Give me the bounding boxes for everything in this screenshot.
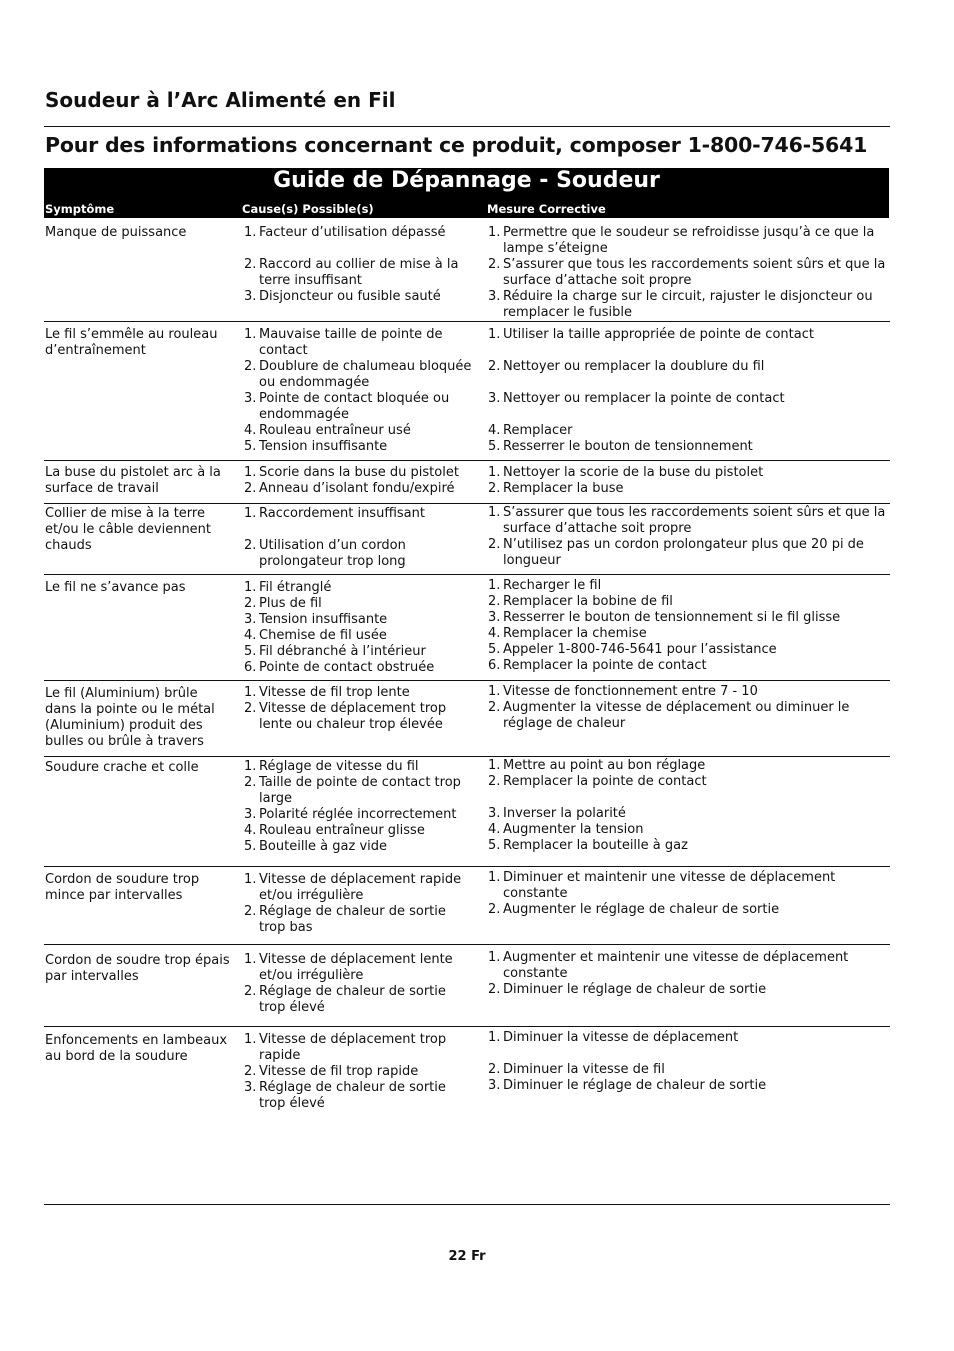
cause-item: 2. Utilisation d’un cordon prolongateur trop long: [244, 538, 406, 569]
fixes-list: [488, 327, 888, 455]
product-title: Soudeur à l’Arc Alimenté en Fil: [45, 88, 396, 112]
fix-item: 1. Recharger le fil: [488, 578, 602, 593]
fix-item: 3. Réduire la charge sur le circuit, rajuster le disjoncteur ou remplacer le fusible: [488, 289, 873, 320]
row-divider: [44, 503, 890, 504]
causes-list: [244, 759, 476, 855]
column-header-causes: Cause(s) Possible(s): [242, 202, 374, 216]
cause-item: 1. Vitesse de déplacement lente et/ou irrégulière: [244, 952, 453, 983]
fix-item: 2. Diminuer la vitesse de fil: [488, 1062, 665, 1077]
column-header-symptom: Symptôme: [45, 202, 115, 216]
fix-item: 3. Diminuer le réglage de chaleur de sortie: [488, 1078, 767, 1093]
fix-item: 4. Remplacer: [488, 423, 573, 438]
fix-item: 4. Remplacer la chemise: [488, 626, 647, 641]
causes-list: [244, 506, 476, 570]
fix-item: 1. Vitesse de fonctionnement entre 7 - 10: [488, 684, 758, 699]
fix-item: 5. Remplacer la bouteille à gaz: [488, 838, 688, 853]
info-line: Pour des informations concernant ce produit, composer 1-800-746-5641: [45, 133, 868, 157]
fix-item: 2. Augmenter la vitesse de déplacement ou diminuer le réglage de chaleur: [488, 700, 850, 731]
fix-item: 4. Augmenter la tension: [488, 822, 644, 837]
cause-item: 3. Pointe de contact bloquée ou endommagée: [244, 391, 450, 422]
fix-item: 6. Remplacer la pointe de contact: [488, 658, 707, 673]
row-divider: [44, 321, 890, 322]
fixes-list: [488, 870, 888, 918]
page-number: 22 Fr: [448, 1249, 486, 1264]
fix-item: 5. Resserrer le bouton de tensionnement: [488, 439, 753, 454]
fix-item: 3. Resserrer le bouton de tensionnement si le fil glisse: [488, 610, 841, 625]
fix-item: 1. Diminuer la vitesse de déplacement: [488, 1030, 739, 1045]
cause-item: 3. Polarité réglée incorrectement: [244, 807, 457, 822]
fix-item: 2. Remplacer la bobine de fil: [488, 594, 673, 609]
fixes-list: [488, 758, 888, 854]
fixes-list: [488, 578, 888, 674]
fixes-list: [488, 1030, 888, 1094]
symptom-cell: La buse du pistolet arc à la surface de travail: [45, 465, 221, 496]
fix-item: 2. N’utilisez pas un cordon prolongateur plus que 20 pi de longueur: [488, 537, 864, 568]
cause-item: 1. Facteur d’utilisation dépassé: [244, 225, 446, 240]
cause-item: 1. Scorie dans la buse du pistolet: [244, 465, 459, 480]
fix-item: 1. Diminuer et maintenir une vitesse de déplacement constante: [488, 870, 836, 901]
cause-item: 4. Chemise de fil usée: [244, 628, 387, 643]
fix-item: 5. Appeler 1-800-746-5641 pour l’assistance: [488, 642, 777, 657]
fix-item: 1. Nettoyer la scorie de la buse du pistolet: [488, 465, 764, 480]
cause-item: 2. Doublure de chalumeau bloquée ou endommagée: [244, 359, 472, 390]
cause-item: 3. Tension insuffisante: [244, 612, 388, 627]
symptom-cell: Enfoncements en lambeaux au bord de la soudure: [45, 1033, 228, 1064]
symptom-cell: Manque de puissance: [45, 225, 187, 240]
cause-item: 3. Réglage de chaleur de sortie trop élevé: [244, 1080, 446, 1111]
header-divider: [44, 126, 890, 127]
cause-item: 5. Tension insuffisante: [244, 439, 388, 454]
fix-item: 3. Inverser la polarité: [488, 806, 626, 821]
fix-item: 1. Permettre que le soudeur se refroidisse jusqu’à ce que la lampe s’éteigne: [488, 225, 875, 256]
row-divider: [44, 574, 890, 575]
fixes-list: [488, 505, 888, 569]
fix-item: 2. S’assurer que tous les raccordements soient sûrs et que la surface d’attache soit propre: [488, 257, 886, 288]
cause-item: 1. Vitesse de déplacement trop rapide: [244, 1032, 447, 1063]
causes-list: [244, 1032, 476, 1112]
fixes-list: [488, 465, 888, 497]
cause-item: 1. Mauvaise taille de pointe de contact: [244, 327, 443, 358]
fix-item: 2. Nettoyer ou remplacer la doublure du fil: [488, 359, 765, 374]
cause-item: 3. Disjoncteur ou fusible sauté: [244, 289, 441, 304]
symptom-cell: Cordon de soudre trop épais par intervalles: [45, 953, 230, 984]
symptom-cell: Collier de mise à la terre et/ou le câble deviennent chauds: [45, 506, 212, 553]
causes-list: [244, 327, 476, 455]
row-divider: [44, 756, 890, 757]
fixes-list: [488, 225, 888, 321]
causes-list: [244, 465, 476, 497]
cause-item: 4. Rouleau entraîneur usé: [244, 423, 411, 438]
cause-item: 1. Vitesse de déplacement rapide et/ou irrégulière: [244, 872, 462, 903]
fix-item: 2. Augmenter le réglage de chaleur de sortie: [488, 902, 780, 917]
footer-divider: [44, 1204, 890, 1205]
fixes-list: [488, 950, 888, 998]
cause-item: 2. Vitesse de fil trop rapide: [244, 1064, 419, 1079]
row-divider: [44, 866, 890, 867]
cause-item: 5. Fil débranché à l’intérieur: [244, 644, 426, 659]
fix-item: 2. Remplacer la buse: [488, 481, 624, 496]
causes-list: [244, 225, 476, 305]
cause-item: 4. Rouleau entraîneur glisse: [244, 823, 425, 838]
cause-item: 2. Raccord au collier de mise à la terre insuffisant: [244, 257, 459, 288]
cause-item: 1. Raccordement insuffisant: [244, 506, 425, 521]
cause-item: 2. Plus de fil: [244, 596, 322, 611]
cause-item: 1. Vitesse de fil trop lente: [244, 685, 410, 700]
cause-item: 2. Réglage de chaleur de sortie trop élevé: [244, 984, 446, 1015]
symptom-cell: Le fil ne s’avance pas: [45, 580, 186, 595]
fixes-list: [488, 684, 888, 732]
causes-list: [244, 952, 476, 1016]
cause-item: 2. Anneau d’isolant fondu/expiré: [244, 481, 455, 496]
causes-list: [244, 580, 476, 676]
cause-item: 1. Fil étranglé: [244, 580, 332, 595]
cause-item: 2. Taille de pointe de contact trop large: [244, 775, 461, 806]
cause-item: 6. Pointe de contact obstruée: [244, 660, 435, 675]
symptom-cell: Le fil s’emmêle au rouleau d’entraînement: [45, 327, 218, 358]
cause-item: 2. Vitesse de déplacement trop lente ou chaleur trop élevée: [244, 701, 447, 732]
fix-item: 1. S’assurer que tous les raccordements soient sûrs et que la surface d’attache soit propre: [488, 505, 886, 536]
causes-list: [244, 685, 476, 733]
guide-header: [44, 168, 889, 218]
cause-item: 2. Réglage de chaleur de sortie trop bas: [244, 904, 446, 935]
column-header-fixes: Mesure Corrective: [487, 202, 606, 216]
cause-item: 1. Réglage de vitesse du fil: [244, 759, 419, 774]
fix-item: 1. Utiliser la taille appropriée de pointe de contact: [488, 327, 814, 342]
symptom-cell: Le fil (Aluminium) brûle dans la pointe ou le métal (Aluminium) produit des bulles ou brûle à travers: [45, 686, 215, 749]
symptom-cell: Cordon de soudure trop mince par intervalles: [45, 872, 200, 903]
row-divider: [44, 680, 890, 681]
row-divider: [44, 1026, 890, 1027]
fix-item: 2. Diminuer le réglage de chaleur de sortie: [488, 982, 767, 997]
symptom-cell: Soudure crache et colle: [45, 760, 199, 775]
causes-list: [244, 872, 476, 936]
fix-item: 3. Nettoyer ou remplacer la pointe de contact: [488, 391, 785, 406]
fix-item: 2. Remplacer la pointe de contact: [488, 774, 707, 789]
cause-item: 5. Bouteille à gaz vide: [244, 839, 388, 854]
row-divider: [44, 944, 890, 945]
row-divider: [44, 460, 890, 461]
guide-title: Guide de Dépannage - Soudeur: [273, 168, 660, 193]
fix-item: 1. Augmenter et maintenir une vitesse de déplacement constante: [488, 950, 849, 981]
fix-item: 1. Mettre au point au bon réglage: [488, 758, 706, 773]
